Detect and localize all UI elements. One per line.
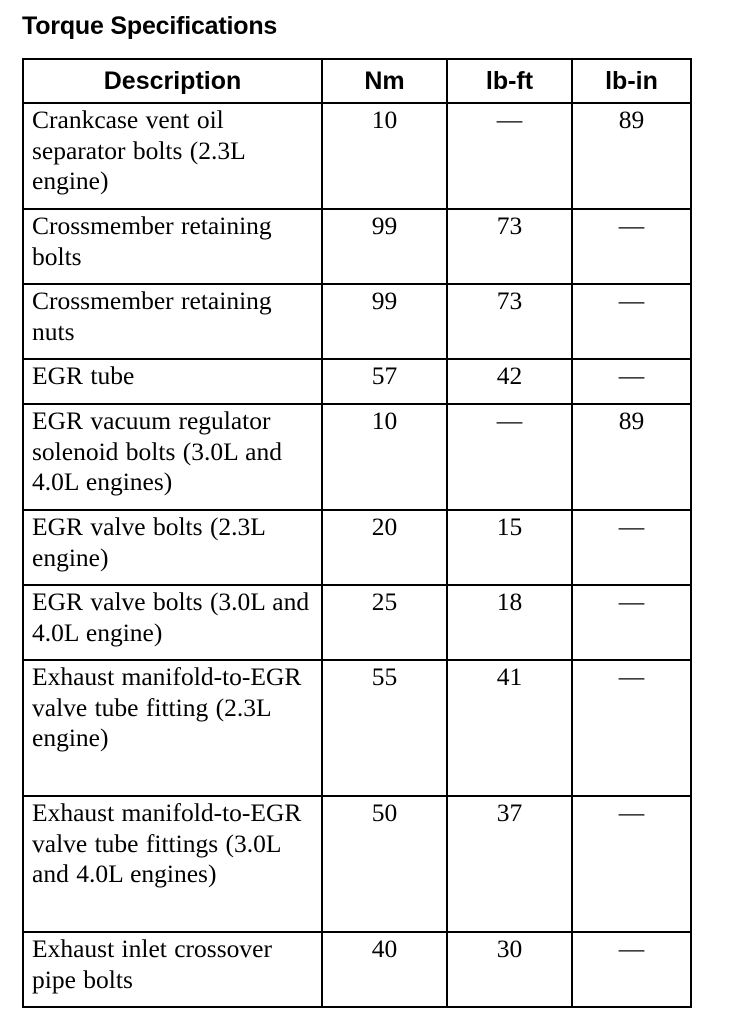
description-cell: EGR vacuum regulator solenoid bolts (3.0L and 4.0L engines): [23, 404, 322, 510]
description-cell: EGR valve bolts (3.0L and 4.0L engine): [23, 585, 322, 660]
lb-in-cell: —: [572, 660, 691, 796]
table-row: [23, 103, 691, 209]
header-lb-in: lb-in: [572, 59, 691, 103]
table-row: [23, 209, 691, 284]
lb-in-cell: —: [572, 284, 691, 359]
table-row: [23, 585, 691, 660]
header-description: Description: [23, 59, 322, 103]
page-title: Torque Specifications: [22, 12, 278, 40]
description-cell: Crossmember retaining bolts: [23, 209, 322, 284]
lb-ft-cell: 73: [447, 209, 572, 284]
lb-ft-cell: 18: [447, 585, 572, 660]
nm-cell: 50: [322, 796, 447, 932]
table-header-row: [23, 59, 691, 103]
table-row: [23, 404, 691, 510]
nm-cell: 99: [322, 284, 447, 359]
table-row: [23, 510, 691, 585]
nm-cell: 40: [322, 932, 447, 1007]
lb-ft-cell: 15: [447, 510, 572, 585]
lb-in-cell: 89: [572, 404, 691, 510]
lb-ft-cell: —: [447, 404, 572, 510]
description-cell: EGR tube: [23, 359, 322, 404]
nm-cell: 10: [322, 404, 447, 510]
nm-cell: 10: [322, 103, 447, 209]
lb-in-cell: —: [572, 585, 691, 660]
description-cell: Exhaust manifold-to-EGR valve tube fitting (2.3L engine): [23, 660, 322, 796]
lb-in-cell: —: [572, 796, 691, 932]
nm-cell: 99: [322, 209, 447, 284]
description-cell: Exhaust inlet crossover pipe bolts: [23, 932, 322, 1007]
description-cell: Exhaust manifold-to-EGR valve tube fittings (3.0L and 4.0L engines): [23, 796, 322, 932]
table-row: [23, 796, 691, 932]
lb-in-cell: 89: [572, 103, 691, 209]
torque-spec-table: [22, 58, 692, 1008]
lb-ft-cell: 41: [447, 660, 572, 796]
lb-ft-cell: 30: [447, 932, 572, 1007]
table-row: [23, 932, 691, 1007]
header-lb-ft: lb-ft: [447, 59, 572, 103]
lb-ft-cell: 37: [447, 796, 572, 932]
lb-ft-cell: 42: [447, 359, 572, 404]
header-nm: Nm: [322, 59, 447, 103]
nm-cell: 25: [322, 585, 447, 660]
lb-ft-cell: —: [447, 103, 572, 209]
description-cell: Crankcase vent oil separator bolts (2.3L engine): [23, 103, 322, 209]
lb-in-cell: —: [572, 209, 691, 284]
lb-in-cell: —: [572, 359, 691, 404]
nm-cell: 20: [322, 510, 447, 585]
nm-cell: 55: [322, 660, 447, 796]
table-row: [23, 660, 691, 796]
nm-cell: 57: [322, 359, 447, 404]
lb-in-cell: —: [572, 932, 691, 1007]
table-row: [23, 284, 691, 359]
description-cell: Crossmember retaining nuts: [23, 284, 322, 359]
lb-in-cell: —: [572, 510, 691, 585]
lb-ft-cell: 73: [447, 284, 572, 359]
table-row: [23, 359, 691, 404]
description-cell: EGR valve bolts (2.3L engine): [23, 510, 322, 585]
